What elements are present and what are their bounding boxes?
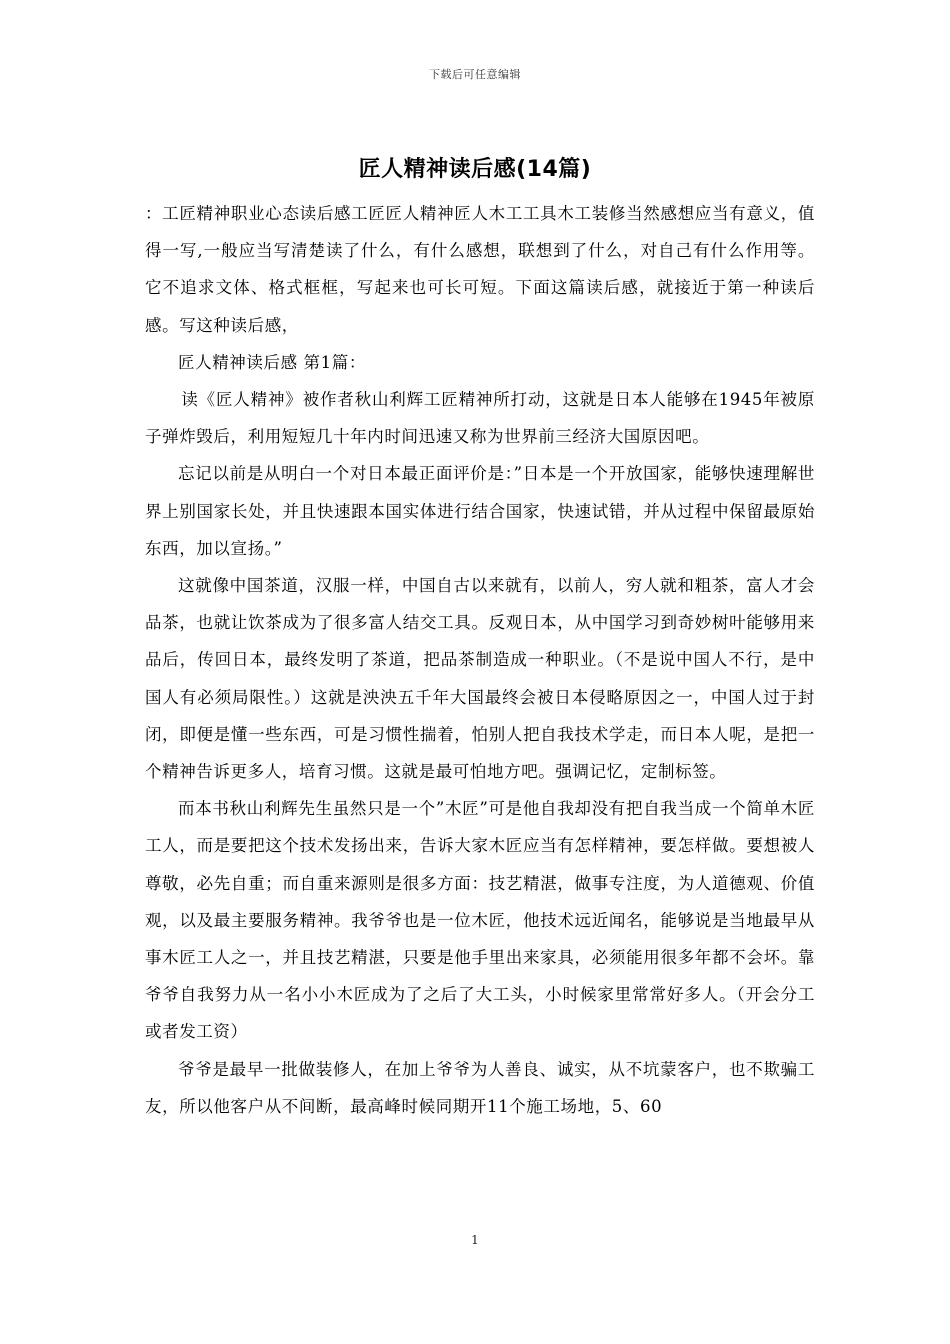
body-paragraph: 忘记以前是从明白一个对日本最正面评价是：”日本是一个开放国家，能够快速理解世界上别国家长处，并且快速跟本国实体进行结合国家，快速试错，并从过程中保留最原始东西，加以宣扬。” — [145, 464, 815, 558]
page-header: 下载后可任意编辑 — [429, 68, 521, 81]
body-paragraph: 读《匠人精神》被作者秋山利辉工匠精神所打动，这就是日本人能够在1945年被原子弹炸毁后，利用短短几十年内时间迅速又称为世界前三经济大国原因吧。 — [145, 390, 815, 447]
intro-paragraph: ：工匠精神职业心态读后感工匠匠人精神匠人木工工具木工装修当然感想应当有意义，值得一写,一般应当写清楚读了什么，有什么感想，联想到了什么，对自己有什么作用等。它不追求文体、格式框框，写起来也可长可短。下面这篇读后感，就接近于第一种读后感。写这种读后感， — [145, 204, 815, 335]
section-heading: 匠人精神读后感 第1篇： — [178, 352, 366, 372]
page-number: 1 — [471, 1233, 479, 1247]
document-title: 匠人精神读后感(14篇) — [358, 157, 592, 182]
body-paragraph: 而本书秋山利辉先生虽然只是一个”木匠”可是他自我却没有把自我当成一个简单木匠工人，而是要把这个技术发扬出来，告诉大家木匠应当有怎样精神，要怎样做。要想被人尊敬，必先自重；而自重来源则是很多方面：技艺精湛，做事专注度，为人道德观、价值观，以及最主要服务精神。我爷爷也是一位木匠，他技术远近闻名，能够说是当地最早从事木匠工人之一，并且技艺精湛，只要是他手里出来家具，必须能用很多年都不会坏。靠爷爷自我努力从一名小小木匠成为了之后了大工头，小时候家里常常好多人。（开会分工或者发工资） — [145, 799, 815, 1042]
body-paragraph: 爷爷是最早一批做装修人，在加上爷爷为人善良、诚实，从不坑蒙客户，也不欺骗工友，所以他客户从不间断，最高峰时候同期开11个施工场地，5、60 — [145, 1059, 815, 1116]
document-body — [145, 195, 815, 1125]
body-paragraph: 这就像中国茶道，汉服一样，中国自古以来就有，以前人，穷人就和粗茶，富人才会品茶，也就让饮茶成为了很多富人结交工具。反观日本，从中国学习到奇妙树叶能够用来品后，传回日本，最终发明了茶道，把品茶制造成一种职业。（不是说中国人不行，是中国人有必须局限性。）这就是泱泱五千年大国最终会被日本侵略原因之一，中国人过于封闭，即便是懂一些东西，可是习惯性揣着，怕别人把自我技术学走，而日本人呢，是把一个精神告诉更多人，培育习惯。这就是最可怕地方吧。强调记忆，定制标签。 — [145, 576, 815, 782]
